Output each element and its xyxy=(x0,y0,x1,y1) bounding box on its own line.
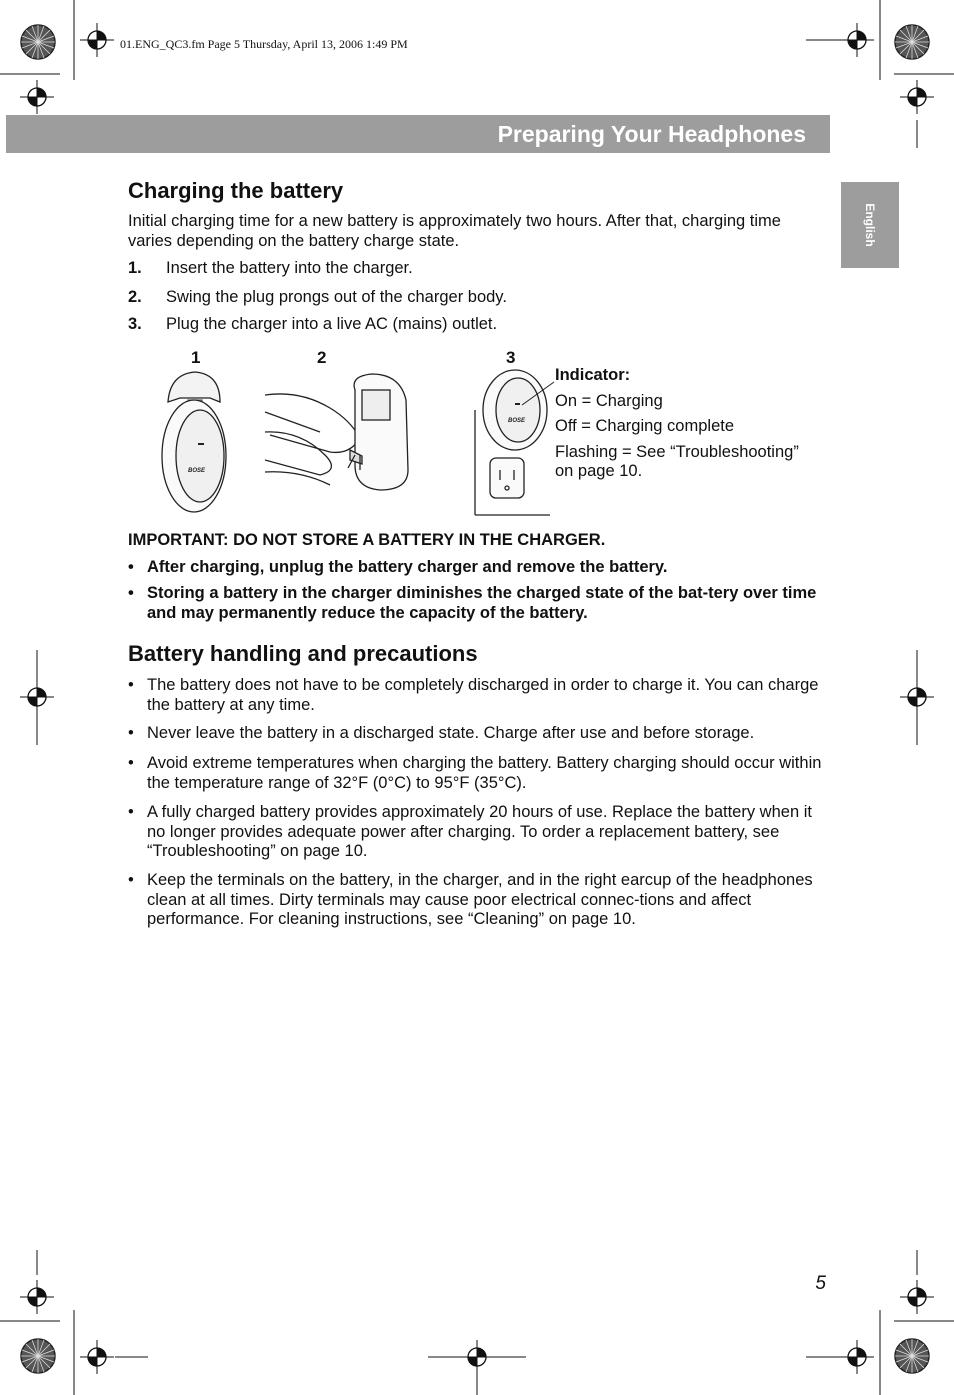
step-number: 1. xyxy=(128,259,142,277)
step-number: 3. xyxy=(128,315,142,333)
indicator-line: On = Charging xyxy=(555,392,663,410)
important-bullet: • Storing a battery in the charger diminishes the charged state of the bat-tery over time and may permanently reduce the capacity of the battery. xyxy=(128,584,817,622)
registration-mark-icon xyxy=(20,1280,54,1314)
page-number: 5 xyxy=(815,1273,826,1294)
registration-star-icon xyxy=(21,1339,55,1373)
bullet-text: Keep the terminals on the battery, in the charger, and in the right earcup of the headphones clean at all times. Dirty terminals may cause poor electrical connec-tions and affect performance. For cleaning instructions, see “Cleaning” on page 10. xyxy=(147,871,813,928)
step-number: 2. xyxy=(128,288,142,306)
section-title: Preparing Your Headphones xyxy=(497,121,806,147)
indicator-title: Indicator: xyxy=(555,366,631,384)
handling-bullet: • Keep the terminals on the battery, in the charger, and in the right earcup of the headphones clean at all times. Dirty terminals may cause poor electrical connec-tions and affect performance. For cleaning instructions, see “Cleaning” on page 10. xyxy=(128,871,813,928)
print-slug: 01.ENG_QC3.fm Page 5 Thursday, April 13, 2006 1:49 PM xyxy=(120,37,408,51)
step-item xyxy=(128,315,497,335)
language-tab-label: English xyxy=(863,203,877,247)
handling-bullet: • Avoid extreme temperatures when charging the battery. Battery charging should occur within the temperature range of 32°F (0°C) to 95°F (35°C). xyxy=(128,754,822,792)
bullet-text: Storing a battery in the charger diminishes the charged state of the bat-tery over time and may permanently reduce the capacity of the battery. xyxy=(147,584,817,622)
bullet-text: Avoid extreme temperatures when charging the battery. Battery charging should occur within the temperature range of 32°F (0°C) to 95°F (35°C). xyxy=(147,754,822,792)
brand-logo: BOSE xyxy=(188,468,206,474)
step-text: Plug the charger into a live AC (mains) outlet. xyxy=(166,315,498,333)
bullet-text: The battery does not have to be completely discharged in order to charge it. You can charge the battery at any time. xyxy=(147,676,819,714)
charging-illustration xyxy=(150,360,560,520)
figure-label: 3 xyxy=(506,348,516,367)
registration-mark-icon xyxy=(80,23,114,57)
handling-bullet: • A fully charged battery provides approximately 20 hours of use. Replace the battery when it no longer provides adequate power after charging. To order a replacement battery, see “Troubleshooting” on page 10. xyxy=(128,803,812,860)
indicator-line: on page 10. xyxy=(555,462,643,480)
handling-heading: Battery handling and precautions xyxy=(128,641,478,666)
registration-star-icon xyxy=(895,1339,929,1373)
outlet-icon xyxy=(490,458,524,498)
figure-label: 2 xyxy=(317,348,327,367)
battery-icon xyxy=(168,372,220,402)
bullet-text: A fully charged battery provides approximately 20 hours of use. Replace the battery when it no longer provides adequate power after charging. To order a replacement battery, see “Troubleshooting” on page 10. xyxy=(147,803,812,860)
bullet-text: Never leave the battery in a discharged state. Charge after use and before storage. xyxy=(147,724,755,742)
hand-icon xyxy=(265,394,360,453)
charging-heading: Charging the battery xyxy=(128,178,344,203)
registration-mark-icon xyxy=(840,1340,874,1374)
brand-logo: BOSE xyxy=(508,418,526,424)
registration-star-icon xyxy=(895,25,929,59)
handling-bullet: • Never leave the battery in a discharged state. Charge after use and before storage. xyxy=(128,724,755,742)
bullet-text: After charging, unplug the battery charger and remove the battery. xyxy=(147,558,668,576)
registration-mark-icon xyxy=(80,1340,114,1374)
registration-mark-icon xyxy=(20,80,54,114)
step-text: Insert the battery into the charger. xyxy=(166,259,413,277)
language-tab xyxy=(841,182,899,268)
important-bullet: • After charging, unplug the battery charger and remove the battery. xyxy=(128,558,668,576)
step-item xyxy=(128,288,507,308)
registration-mark-icon xyxy=(840,23,874,57)
step-item xyxy=(128,259,413,279)
registration-mark-icon xyxy=(900,1280,934,1314)
important-heading: IMPORTANT: DO NOT STORE A BATTERY IN THE CHARGER. xyxy=(128,531,606,549)
figure-label: 1 xyxy=(191,348,201,367)
handling-bullet: • The battery does not have to be completely discharged in order to charge it. You can charge the battery at any time. xyxy=(128,676,819,714)
step-text: Swing the plug prongs out of the charger body. xyxy=(166,288,507,306)
registration-star-icon xyxy=(21,25,55,59)
charging-intro: Initial charging time for a new battery is approximately two hours. After that, charging time varies depending on the battery charge state. xyxy=(128,212,781,250)
indicator-line: Off = Charging complete xyxy=(555,417,735,435)
section-banner xyxy=(6,115,830,153)
indicator-line: Flashing = See “Troubleshooting” xyxy=(555,443,799,461)
registration-mark-icon xyxy=(900,80,934,114)
